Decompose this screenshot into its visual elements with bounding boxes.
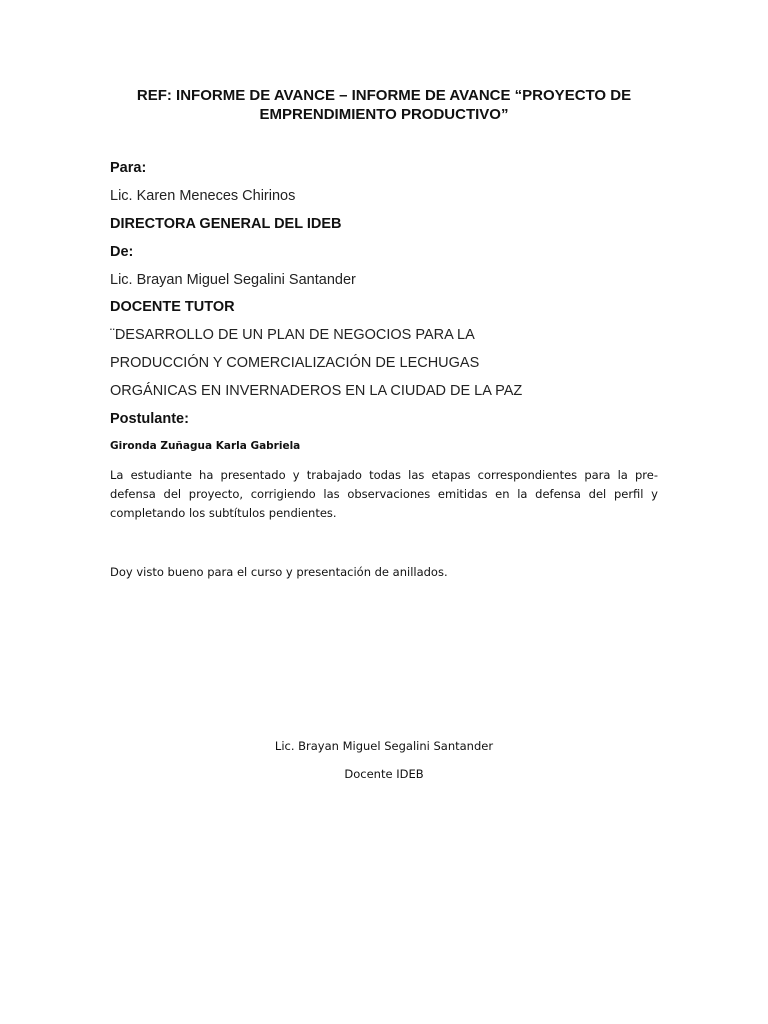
signature-role: Docente IDEB	[344, 767, 424, 781]
body-paragraph: La estudiante ha presentado y trabajado todas las etapas correspondientes para la pre-defensa del proyecto, corrigiendo las observaciones emitidas en la defensa del perfil y completando los subtítulos pendientes.	[110, 468, 658, 520]
para-label: Para:	[110, 160, 147, 176]
document-title: REF: INFORME DE AVANCE – INFORME DE AVANCE “PROYECTO DE EMPRENDIMIENTO PRODUCTIVO”	[136, 87, 632, 123]
sender-role: DOCENTE TUTOR	[110, 299, 235, 315]
student-name: Gironda Zuñagua Karla Gabriela	[110, 440, 301, 452]
project-title-line: ¨DESARROLLO DE UN PLAN DE NEGOCIOS PARA LA	[110, 327, 475, 343]
approval-text: Doy visto bueno para el curso y presentación de anillados.	[110, 565, 448, 579]
recipient-role: DIRECTORA GENERAL DEL IDEB	[110, 216, 342, 232]
recipient-name: Lic. Karen Meneces Chirinos	[110, 188, 296, 204]
signature-name: Lic. Brayan Miguel Segalini Santander	[274, 739, 494, 753]
sender-name: Lic. Brayan Miguel Segalini Santander	[110, 272, 356, 288]
project-title	[110, 326, 670, 410]
postulante-label: Postulante:	[110, 411, 189, 427]
de-label: De:	[110, 244, 134, 260]
project-title-line: ORGÁNICAS EN INVERNADEROS EN LA CIUDAD DE LA PAZ	[110, 383, 523, 399]
project-title-line: PRODUCCIÓN Y COMERCIALIZACIÓN DE LECHUGAS	[110, 355, 480, 371]
